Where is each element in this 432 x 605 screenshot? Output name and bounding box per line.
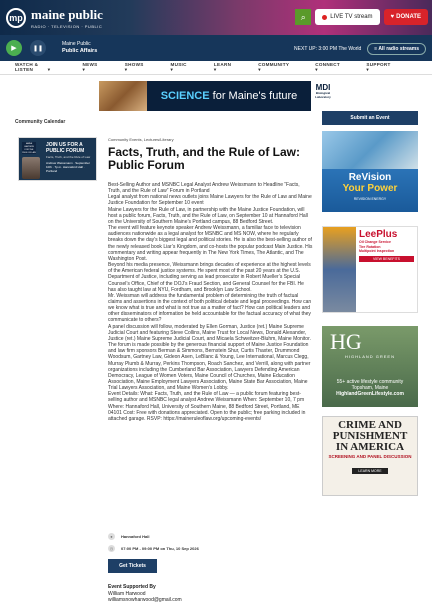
banner-ad[interactable]: [99, 81, 335, 111]
nav-music[interactable]: MUSIC ▾: [170, 62, 187, 72]
nav-label: LEARN: [213, 62, 232, 67]
get-tickets-button[interactable]: Get Tickets: [108, 559, 157, 573]
program-name: Public Affairs: [62, 48, 98, 54]
ad-highland-green[interactable]: [322, 326, 418, 407]
ad-url: HighlandGreenLifestyle.com: [336, 391, 404, 397]
ad-brand: REVISION ENERGY: [353, 197, 387, 201]
all-streams-button[interactable]: ≡ All radio streams: [367, 43, 426, 55]
nav-community[interactable]: COMMUNITY ▾: [258, 62, 290, 72]
venue-name: Hannaford Hall: [121, 534, 150, 539]
supported-by: [108, 584, 182, 604]
ad-brand: LeePlus: [359, 229, 398, 240]
heart-icon: ♥: [390, 14, 395, 20]
donate-button[interactable]: [384, 9, 428, 25]
all-streams-label: All radio streams: [378, 46, 419, 52]
ad-line: 55+ active lifestyle community: [336, 379, 404, 385]
nav-learn[interactable]: LEARN ▾: [213, 62, 232, 72]
nav-shows[interactable]: SHOWS ▾: [124, 62, 144, 72]
site-header: [0, 0, 432, 35]
banner-text: [147, 90, 311, 102]
event-image: [18, 137, 97, 181]
section-title: Community Calendar: [15, 119, 66, 125]
nav-label: WATCH & LISTEN: [15, 62, 39, 72]
ad-line: Topsham, Maine: [351, 385, 389, 391]
event-logo: MAINE LAWYERS FOR THE RULE OF LAW: [22, 143, 36, 154]
live-tv-button[interactable]: [315, 9, 379, 25]
paragraph: Legal analyst from national news outlets joins Maine Lawyers for the Rule of Law and Maine Justice Foundation for September 10 event: [108, 194, 312, 207]
banner-rest: for Maine's future: [209, 90, 298, 102]
search-icon[interactable]: ⌕: [295, 9, 311, 25]
ad-subtitle: SCREENING AND PANEL DISCUSSION: [328, 454, 412, 459]
paragraph: Maine Lawyers for the Rule of Law, in partnership with the Maine Justice Foundation, will host a public forum, Facts, Truth, and the Rule of Law, on September 10 at Hannaford Hall on the University of Southern Maine’s Portland campus, 88 Bedford Street.: [108, 206, 308, 225]
time-text: 07:00 PM - 09:00 PM on Thu, 10 Sep 2026: [121, 546, 199, 551]
nav-label: SUPPORT: [366, 62, 391, 67]
event-image-footer: Andrew Weissmann · September 10th · 7p.m. Hannaford Hall · Portland: [46, 161, 90, 173]
next-up: NEXT UP: 3:00 PM The World: [294, 46, 362, 52]
mdi-sub: Biological Laboratory: [315, 91, 331, 99]
event-image-join: JOIN US FOR A PUBLIC FORUM: [46, 142, 85, 154]
logo-tagline: RADIO · TELEVISION · PUBLIC: [31, 24, 103, 29]
paragraph: Mr. Weissman will address the fundamental problem of determining the truth of factual claims and assertions in the context of both political debate and legal proceedings. How can we know what is true and what is not true as a matter of fact? How can political leaders and other disseminators of information be held accountable for the factual accuracy of what they communicate to others?: [108, 292, 312, 324]
supporter-email[interactable]: williamsnowharwood@gmail.com: [108, 597, 182, 603]
main-nav: [0, 61, 432, 75]
paragraph: The event will feature keynote speaker Andrew Weissmann, a familiar face to television audiences nationwide as a legal analyst for MSNBC and MS NOW, where he regularly breaks down the day’s biggest legal and political stories. He is also the best-selling author of the newly released book Liar’s Kingdom, and co-hosts the popular podcast Main Justice. His commentary and writing appear frequently in The New York Times, The Atlantic, and The Washington Post.: [108, 225, 313, 262]
speaker-photo: [22, 157, 40, 179]
ad-line: IN AMERICA: [335, 441, 405, 453]
nav-news[interactable]: NEWS ▾: [82, 62, 98, 72]
nav-label: COMMUNITY: [258, 62, 290, 67]
ad-logo: HG: [330, 329, 362, 354]
ad-crime-punishment[interactable]: [322, 416, 418, 496]
ad-cta[interactable]: VIEW BENEFITS: [359, 256, 414, 263]
nav-label: NEWS: [82, 62, 98, 67]
ad-headline: ReVision: [348, 172, 392, 183]
nav-label: CONNECT: [315, 62, 341, 67]
event-image-subtitle: Facts, Truth, and the Rule of Law: [46, 155, 91, 159]
banner-science: SCIENCE: [160, 90, 210, 102]
ad-brand: HIGHLAND GREEN: [344, 354, 395, 359]
event-title: Facts, Truth, and the Rule of Law: Public Forum: [108, 145, 301, 172]
clock-icon: ◷: [109, 546, 114, 551]
paragraph: Beyond his media presence, Weissmann brings decades of experience at the highest levels of the American federal justice systems. He spent most of the past 20 years at the U.S. Department of Justice, including serving as lead prosecutor in Robert Mueller’s Special Counsel’s Office, Chief of the DOJ’s Fraud Section, and General Counsel for the FBI. He has also taught law at NYU, Fordham, and Brooklyn Law School.: [108, 262, 311, 293]
supporter-name: William Harwood: [108, 590, 146, 597]
ad-line: CRIME AND: [338, 419, 402, 431]
submit-event-button[interactable]: Submit an Event: [322, 111, 418, 125]
paragraph: Event Details: What: Facts, Truth, and the Rule of Law — a public forum featuring best-selling author and MSNBC legal analyst Andrew Weissmann When: September 10, 7 pm Where: Hannaford Hall, University of Southern Maine, 88 Bedford Street, Portland, ME 04101 Cost: Free with donations appreciated. Open to the public; free parking included in attached garage. RSVP: https://mainerulеoflaw.org/upcoming-events/: [108, 391, 306, 422]
mdi-mark: MDI: [315, 83, 331, 92]
event-time: [108, 545, 199, 552]
ad-item: Tire Rotation: [359, 244, 381, 249]
event-description: [108, 182, 313, 422]
nav-support[interactable]: SUPPORT ▾: [366, 62, 391, 72]
ad-line: PUNISHMENT: [332, 430, 408, 442]
mdi-logo: [311, 81, 335, 111]
live-dot-icon: [322, 15, 327, 20]
nav-watch-listen[interactable]: WATCH & LISTEN ▾: [15, 62, 51, 72]
paragraph: A panel discussion will follow, moderated by Ellen Gorman, Justice (ret.) Maine Supreme Judicial Court and featuring Steve Collins, Maine Trust for Local News, Donald Alexander, Justice (ret.) Maine Supreme Judicial Court, and Micaela Schweitzer-Bluhm, Maine Monitor.: [108, 323, 311, 342]
location-icon: ●: [108, 533, 115, 540]
logo-mark: mp: [6, 8, 26, 28]
ad-subheadline: Your Power: [342, 183, 398, 194]
ad-item: Multipoint Inspection: [359, 249, 395, 253]
ad-item: Oil Change Service: [359, 240, 391, 244]
live-tv-label: LIVE TV stream: [330, 14, 373, 20]
pause-icon[interactable]: ❚❚: [30, 40, 46, 56]
supported-label: Event Supported By: [108, 584, 156, 590]
ad-cta[interactable]: LEARN MORE: [352, 468, 387, 474]
event-categories[interactable]: Community Events, Lectures/Literary: [108, 137, 174, 142]
now-playing: [62, 41, 97, 55]
site-logo[interactable]: [6, 6, 103, 29]
donate-label: DONATE: [396, 14, 421, 20]
audio-player: [0, 35, 432, 61]
paragraph: The forum is made possible by the generous financial support of Maine Justice Foundation and law firm sponsors Berman & Simmons, Bernstein Shur, Curtis Thaxter, Drummond Woodsum, Gartney Law, Gideon Asen, LeBlanc & Young, Lee International, Marcus Clegg, Murray Plumb & Murray, Perkins Thompson, Roach Sanchez, and Verrill, along with partner organizations including the Cumberland Bar Association, Lawyers Defending American Democracy, League of Women Voters, Maine Council of Churches, Maine Education Association, Maine Employment Lawyers Association, Maine State Bar Association, Maine Trial Lawyers Association, and Maine Women’s Lobby.: [108, 342, 311, 392]
event-venue: [108, 533, 149, 540]
ad-lee-plus[interactable]: [322, 226, 418, 313]
station-name: Maine Public: [62, 41, 91, 47]
ad-photo: [322, 131, 418, 169]
logo-name: maine public: [31, 7, 103, 22]
ad-photo: [323, 227, 356, 312]
nav-label: SHOWS: [124, 62, 144, 67]
nav-connect[interactable]: CONNECT ▾: [315, 62, 341, 72]
ad-revision-energy[interactable]: [322, 131, 418, 212]
nav-label: MUSIC: [170, 62, 187, 67]
play-icon[interactable]: ▶: [6, 40, 22, 56]
banner-photo: [99, 81, 147, 111]
paragraph: Best-Selling Author and MSNBC Legal Analyst Andrew Weissmann to Headline “Facts, Truth, and the Rule of Law” Forum in Portland: [108, 182, 300, 195]
